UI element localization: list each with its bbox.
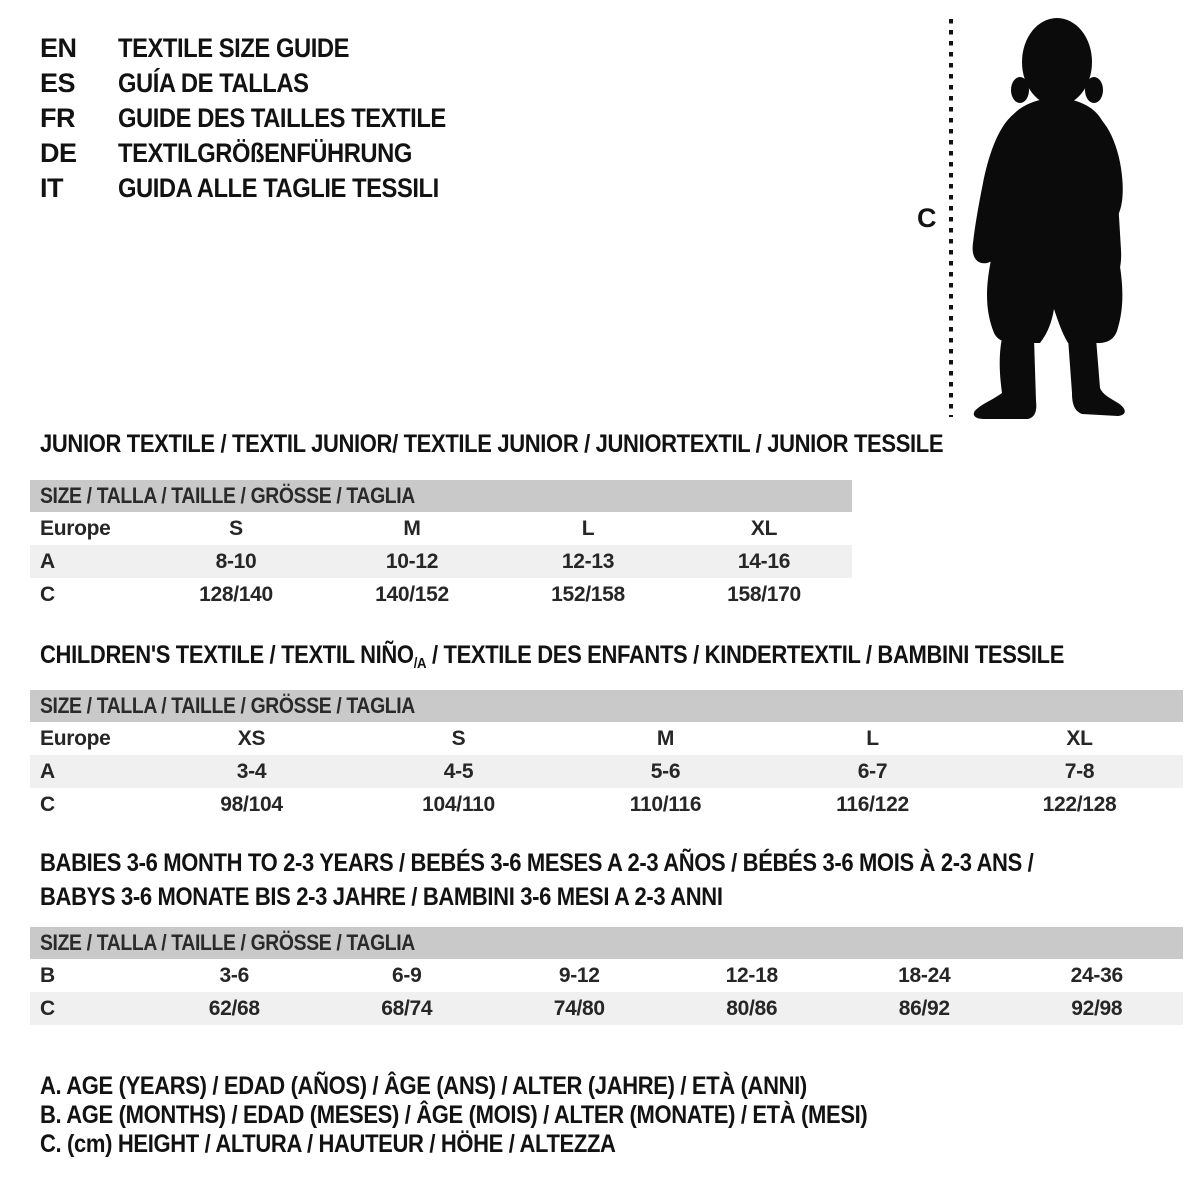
language-row-es <box>40 66 491 101</box>
babies-months-4: 12-18 <box>725 963 778 987</box>
junior-height-m: 140/152 <box>375 582 449 606</box>
babies-row-c-label: C <box>40 996 55 1020</box>
language-code-fr: FR <box>40 103 75 133</box>
babies-height-4: 80/86 <box>726 996 778 1020</box>
babies-months-1: 3-6 <box>219 963 249 987</box>
guide-title-es: GUÍA DE TALLAS <box>118 68 309 98</box>
children-row-a-label: A <box>40 759 55 783</box>
junior-size-s: S <box>229 516 243 540</box>
children-height-s: 104/110 <box>422 792 495 816</box>
junior-height-xl: 158/170 <box>727 582 801 606</box>
measurement-legend <box>40 1072 980 1159</box>
children-height-xl: 122/128 <box>1042 792 1117 816</box>
language-row-it <box>40 171 491 206</box>
junior-region-label: Europe <box>40 516 111 540</box>
junior-size-m: M <box>403 516 421 540</box>
babies-size-table <box>30 927 1183 1025</box>
language-code-en: EN <box>40 33 77 63</box>
language-code-it: IT <box>40 173 63 203</box>
children-height-l: 116/122 <box>836 792 909 816</box>
children-size-xl: XL <box>1066 726 1093 750</box>
language-title-block <box>40 31 491 206</box>
junior-row-a-label: A <box>40 549 55 573</box>
junior-age-m: 10-12 <box>385 549 439 573</box>
children-section-title-text <box>40 642 1064 672</box>
children-region-label: Europe <box>40 726 111 750</box>
babies-section-title-line1 <box>40 850 1169 877</box>
junior-size-header-label: SIZE / TALLA / TAILLE / GRÖSSE / TAGLIA <box>40 483 415 508</box>
children-size-header-label: SIZE / TALLA / TAILLE / GRÖSSE / TAGLIA <box>40 693 415 718</box>
children-size-s: S <box>451 726 466 750</box>
children-age-row-a <box>30 755 1183 788</box>
babies-height-3: 74/80 <box>553 996 605 1020</box>
junior-region-row <box>30 512 852 545</box>
babies-size-header-label: SIZE / TALLA / TAILLE / GRÖSSE / TAGLIA <box>40 930 415 955</box>
toddler-height-figure <box>905 5 1160 420</box>
junior-section-title <box>40 431 1066 458</box>
junior-size-l: L <box>581 516 595 540</box>
children-height-xs: 98/104 <box>220 792 283 816</box>
children-size-xs: XS <box>237 726 266 750</box>
babies-height-1: 62/68 <box>208 996 260 1020</box>
language-row-fr <box>40 101 491 136</box>
babies-title-line2-text: BABYS 3-6 MONATE BIS 2-3 JAHRE / BAMBINI 3-6 MESI A 2-3 ANNI <box>40 883 723 911</box>
babies-title-line1-text: BABIES 3-6 MONTH TO 2-3 YEARS / BEBÉS 3-6 MESES A 2-3 AÑOS / BÉBÉS 3-6 MOIS À 2-3 ANS / <box>40 849 1034 877</box>
legend-age-years: A. AGE (YEARS) / EDAD (AÑOS) / ÂGE (ANS) / ALTER (JAHRE) / ETÀ (ANNI) <box>40 1072 807 1100</box>
guide-title-fr: GUIDE DES TAILLES TEXTILE <box>118 103 446 133</box>
babies-size-header-row <box>30 927 1183 959</box>
babies-months-6: 24-36 <box>1070 963 1123 987</box>
children-row-c-label: C <box>40 792 55 816</box>
children-age-xl: 7-8 <box>1064 759 1095 783</box>
language-row-en <box>40 31 491 66</box>
babies-height-2: 68/74 <box>381 996 433 1020</box>
babies-months-row-b <box>30 959 1183 992</box>
children-size-header-row <box>30 690 1183 722</box>
legend-height-cm: C. (cm) HEIGHT / ALTURA / HAUTEUR / HÖHE / ALTEZZA <box>40 1130 616 1158</box>
babies-height-5: 86/92 <box>898 996 950 1020</box>
guide-title-de: TEXTILGRÖßENFÜHRUNG <box>118 138 412 168</box>
junior-size-xl: XL <box>750 516 778 540</box>
children-title-subscript: /A <box>413 655 427 672</box>
guide-title-it: GUIDA ALLE TAGLIE TESSILI <box>118 173 439 203</box>
children-size-m: M <box>656 726 675 750</box>
babies-height-row-c <box>30 992 1183 1025</box>
junior-age-l: 12-13 <box>561 549 615 573</box>
babies-months-3: 9-12 <box>558 963 600 987</box>
junior-height-l: 152/158 <box>551 582 625 606</box>
children-age-m: 5-6 <box>650 759 681 783</box>
junior-height-row-c <box>30 578 852 611</box>
children-size-table <box>30 690 1183 821</box>
legend-age-months: B. AGE (MONTHS) / EDAD (MESES) / ÂGE (MOIS) / ALTER (MONATE) / ETÀ (MESI) <box>40 1101 868 1129</box>
height-marker-label: C <box>917 203 937 233</box>
children-title-before: CHILDREN'S TEXTILE / TEXTIL NIÑO <box>40 641 414 669</box>
babies-months-5: 18-24 <box>898 963 951 987</box>
junior-height-s: 128/140 <box>199 582 273 606</box>
children-section-title <box>40 642 1200 672</box>
junior-section-title-text: JUNIOR TEXTILE / TEXTIL JUNIOR/ TEXTILE JUNIOR / JUNIORTEXTIL / JUNIOR TESSILE <box>40 430 944 458</box>
children-age-xs: 3-4 <box>236 759 267 783</box>
children-age-l: 6-7 <box>857 759 888 783</box>
children-height-row-c <box>30 788 1183 821</box>
language-code-de: DE <box>40 138 77 168</box>
children-size-l: L <box>866 726 879 750</box>
junior-size-table <box>30 480 852 611</box>
children-age-s: 4-5 <box>443 759 474 783</box>
guide-title-en: TEXTILE SIZE GUIDE <box>118 33 350 63</box>
junior-age-s: 8-10 <box>215 549 257 573</box>
junior-age-xl: 14-16 <box>737 549 791 573</box>
babies-height-6: 92/98 <box>1071 996 1123 1020</box>
children-height-m: 110/116 <box>629 792 702 816</box>
babies-row-b-label: B <box>40 963 55 987</box>
junior-row-c-label: C <box>40 582 55 606</box>
children-region-row <box>30 722 1183 755</box>
babies-section-title-line2 <box>40 884 816 911</box>
children-title-after: / TEXTILE DES ENFANTS / KINDERTEXTIL / BAMBINI TESSILE <box>426 641 1065 669</box>
toddler-silhouette-icon <box>945 5 1155 420</box>
language-row-de <box>40 136 491 171</box>
babies-months-2: 6-9 <box>392 963 422 987</box>
junior-age-row-a <box>30 545 852 578</box>
language-code-es: ES <box>40 68 76 98</box>
junior-size-header-row <box>30 480 852 512</box>
